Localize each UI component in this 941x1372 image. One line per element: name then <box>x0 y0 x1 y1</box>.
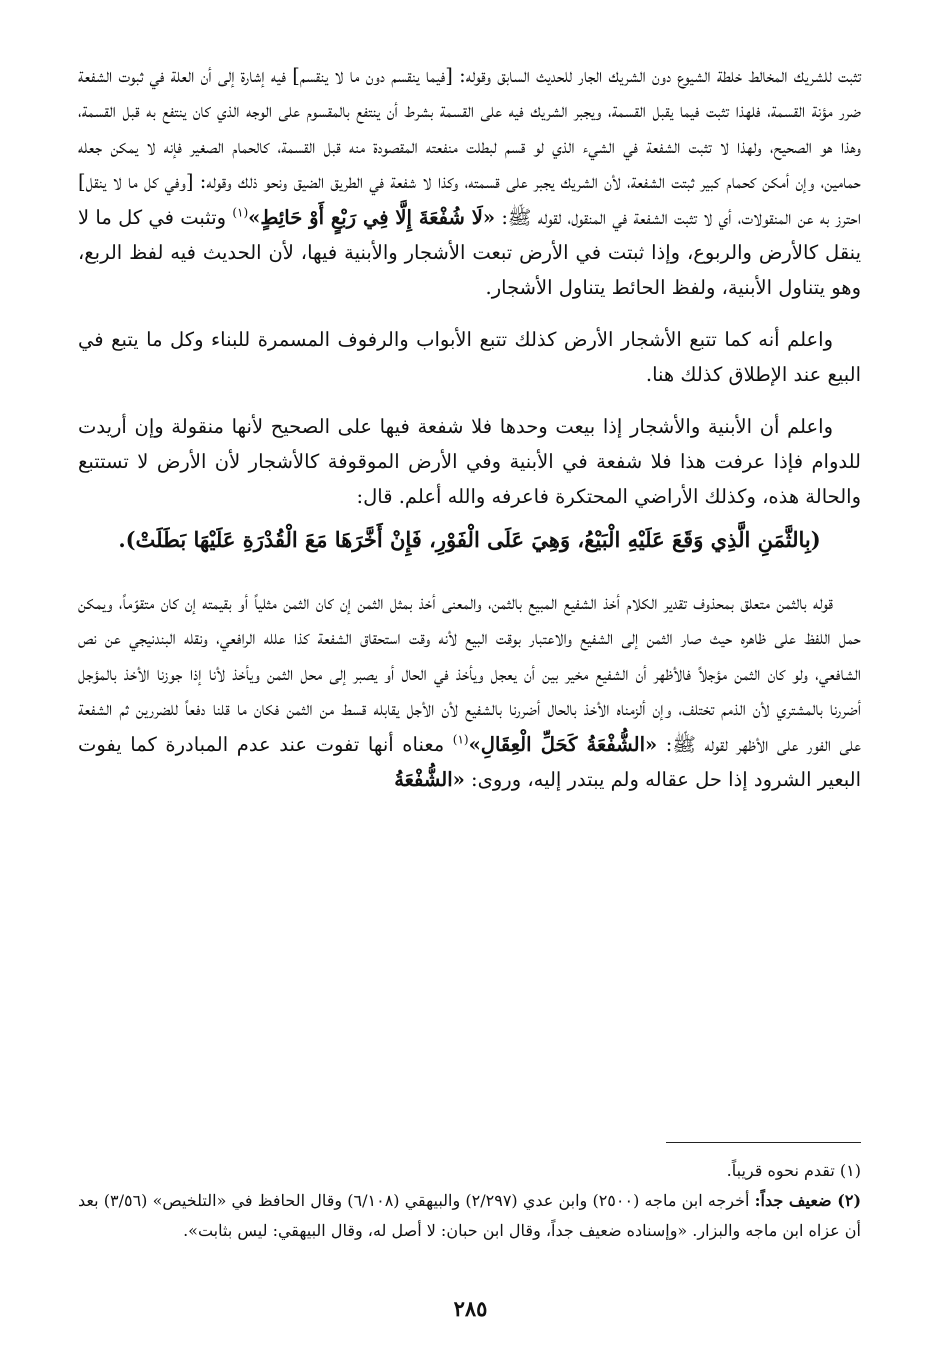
paragraph-4-text-b: معناه أنها تفوت عند عدم المبادرة كما يفوت البعير الشرود إذا حل عقاله ولم يبتدر إليه، وروى: <box>78 732 861 791</box>
footnote-2-text: أخرجه ابن ماجه (٢٥٠٠) وابن عدي (٢/٢٩٧) والبيهقي (٦/١٠٨) وقال الحافظ في «التلخيص» (٣/٥٦) بعد أن عزاه ابن ماجه والبزار. «وإسناده ضعيف جداً، وقال ابن حبان: لا أصل له، وقال البيهقي: ليس بثابت». <box>78 1191 861 1240</box>
paragraph-1 <box>78 58 861 306</box>
footnote-2 <box>78 1186 861 1246</box>
hadith-quote-2: «الشُّفْعَةُ كَحَلِّ الْعِقَالِ» <box>468 732 658 756</box>
paragraph-2: واعلم أنه كما تتبع الأشجار الأرض كذلك تتبع الأبواب والرفوف المسمرة للبناء وكل ما يتبع في البيع عند الإطلاق كذلك هنا. <box>78 327 861 387</box>
page-number: ٢٨٥ <box>453 1296 488 1321</box>
paragraph-4-text-a: قوله بالثمن متعلق بمحذوف تقدير الكلام أخذ الشفيع المبيع بالثمن، والمعنى أخذ بمثل الثمن إن كان الثمن مثلياً أو بقيمته إن كان متقوّماً، ويمكن حمل اللفظ على ظاهره حيث صار الثمن إلى الشفيع والاعتبار بوقت البيع لأنه وقت استحقاق الشفعة كذا علله الرافعي، ونقله البندنيجي عن نص الشافعي، ولو كان الثمن مؤجلاً فالأظهر أن الشفيع مخير بين أن يعجل ويأخذ في الحال أو يصبر إلى محل الثمن ويأخذ لأنا إذا جوزنا الأخذ بالمؤجل أضررنا بالمشتري لأن الذمم تختلف، وإن ألزمناه الأخذ بالحال أضررنا بالشفيع لأن الأجل يقابله قسط من الثمن فكان ما قلنا دفعاً للضررين ثم الشفعة على الفور على الأظهر لقوله ﷺ: <box>78 590 862 756</box>
footnote-2-label: (٢) ضعيف جداً: <box>754 1191 862 1210</box>
paragraph-3: واعلم أن الأبنية والأشجار إذا بيعت وحدها فلا شفعة فيها على الصحيح لأنها منقولة وإن أريدت للدوام فإذا عرفت هذا فلا شفعة في الأبنية وفي الأرض الموقوفة كالأشجار لأن الأرض لا تستتبع والحالة هذه، وكذلك الأراضي المحتكرة فاعرفه والله أعلم. قال: <box>78 414 861 509</box>
footnotes <box>78 1156 861 1246</box>
footnote-ref-1: (١) <box>232 205 249 220</box>
hadith-quote-1: «لَا شُفْعَةَ إِلَّا فِي رَبْعٍ أَوْ حَائِطٍ» <box>248 205 496 229</box>
paragraph-4 <box>78 585 861 797</box>
main-text <box>78 58 861 813</box>
paragraph-1-text-a: تثبت للشريك المخالط خلطة الشيوع دون الشريك الجار للحديث السابق وقوله: [فيما ينقسم دون ما لا ينقسم] فيه إشارة إلى أن العلة في ثبوت الشفعة ضرر مؤنة القسمة، فلهذا تثبت فيما يقبل القسمة، ويجبر الشريك فيه على القسمة بشرط أن ينتفع بالمقسوم على الوجه الذي كان ينتفع به قبل القسمة، وهذا هو الصحيح، ولهذا لا تثبت الشفعة في الشيء الذي لو قسم لبطلت منفعته المقصودة منه قبل القسمة، كالحمام الصغير فإنه لا يمكن جعله حمامين، وإن أمكن كحمام كبير ثبتت الشفعة، لأن الشريك يجبر على قسمته، وكذا لا شفعة في الطريق الضيق ونحو ذلك وقوله: [وفي كل ما لا ينقل] احترز به عن المنقولات، أي لا تثبت الشفعة في المنقول، لقوله ﷺ: <box>78 64 861 229</box>
matn-verse: (بِالثَّمَنِ الَّذِي وَقَعَ عَلَيْهِ الْبَيْعُ، وَهِيَ عَلَى الْفَوْرِ، فَإِنْ أَخَّرَهَا مَعَ الْقُدْرَةِ عَلَيْهَا بَطَلَتْ). <box>118 526 821 552</box>
footnote-ref-2: (١) <box>452 732 469 746</box>
footnote-1: (١) تقدم نحوه قريباً. <box>726 1161 861 1180</box>
footnote-separator <box>666 1142 861 1143</box>
hadith-quote-3: «الشُّفْعَةُ <box>394 767 465 791</box>
paragraph-1-text-b: وتثبت في كل ما لا ينقل كالأرض والربوع، وإذا ثبتت في الأرض تبعت الأشجار والأبنية فيها، لأن الحديث فيه لفظ الربع، وهو يتناول الأبنية، ولفظ الحائط يتناول الأشجار. <box>78 205 861 300</box>
